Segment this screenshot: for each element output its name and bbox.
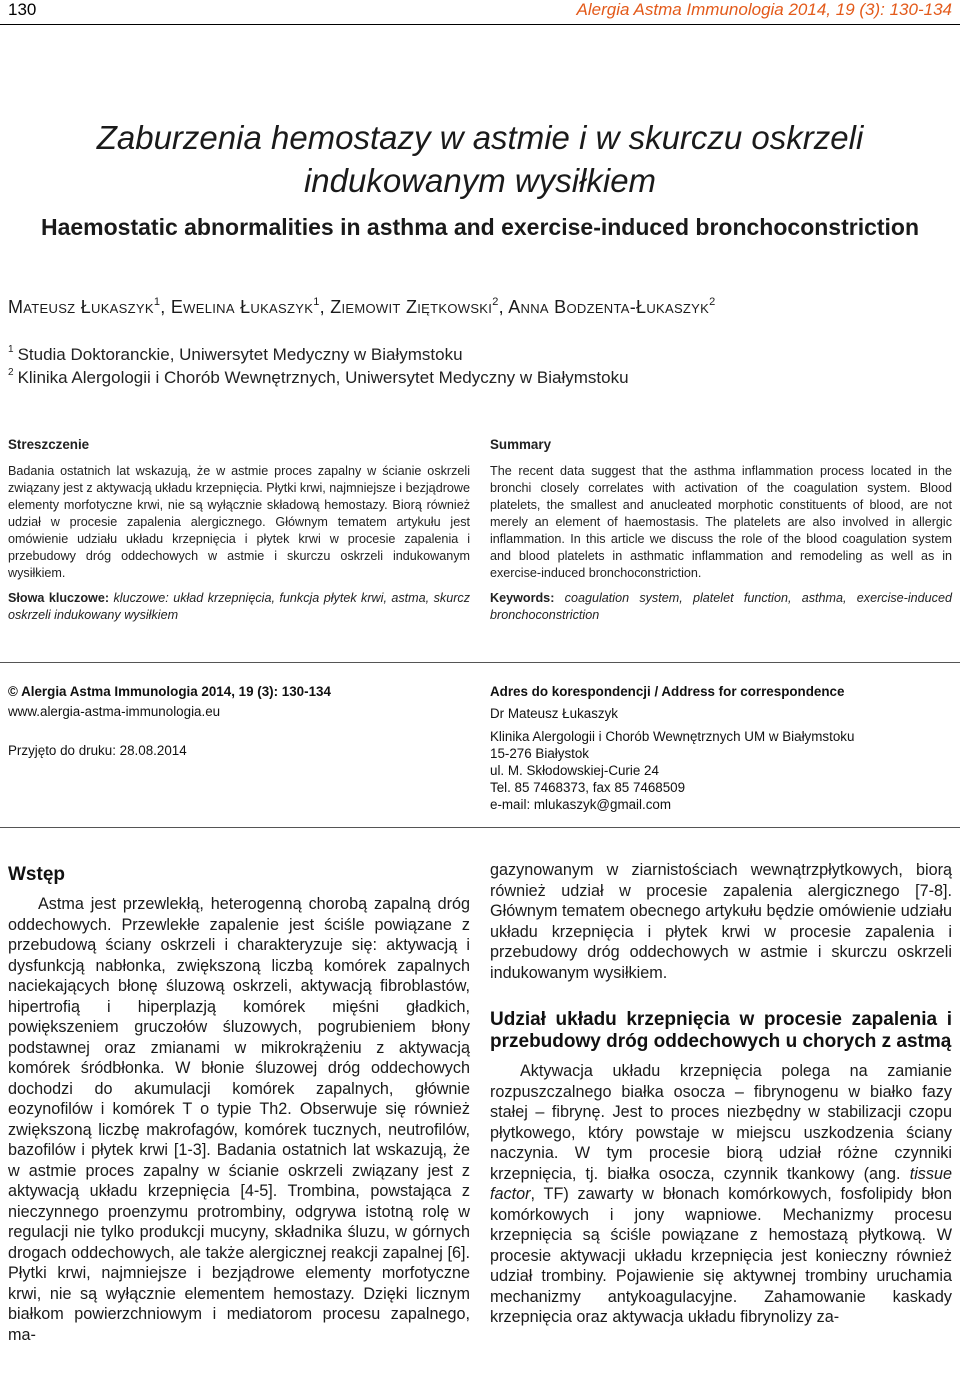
abstract-keywords <box>8 590 470 624</box>
meta-divider <box>0 827 960 828</box>
title-line-1: Zaburzenia hemostazy w astmie i w skurczu oskrzeli <box>96 119 864 156</box>
affiliation-2 <box>8 367 629 388</box>
paragraph-text: Aktywacja układu krzepnięcia polega na zamianie rozpuszczalnego białka osocza – fibrynogenu w białko fazy stałej – fibrynę. Jest to proces niezbędny w stabilizacji czopu płytkowego, który powstaje w miejscu uszkodzenia ściany naczynia. W tym procesie biorą udział różne czynniki krzepnięcia, tj. białka osocza, czynnik tkankowy (ang. <box>490 1062 952 1183</box>
journal-url[interactable]: www.alergia-astma-immunologia.eu <box>8 704 221 719</box>
abstract-heading: Summary <box>490 437 552 452</box>
paragraph-text: , TF) zawarty w błonach komórkowych, fosfolipidy błon komórkowych i jony wapniowe. Mechanizmy procesu krzepnięcia są ściśle powiązane z hemostazą płytkową. W procesie aktywacji układu krzepnięcia jest konieczny również udział trombiny. Pojawienie się aktywnej trombiny uruchamia mechanizmy antykoagulacyjne. Zahamowanie kaskady krzepnięcia oraz aktywacja układu fibrynolizy za- <box>490 1185 952 1326</box>
body-paragraph: Astma jest przewlekłą, heterogenną chorobą zapalną dróg oddechowych. Przewlekłe zapalenie jest ściśle powiązane z przebudową ściany oskrzeli i charakteryzuje się: aktywacją i dysfunkcją nabłonka, zwiększoną liczbą komórek zapalnych naciekających błonę śluzową oskrzeli, aktywacją fibroblastów, hipertrofią i hiperplazją komórek mięśni gładkich, powiększeniem gruczołów śluzowych, pogrubieniem błony podstawnej oraz zmianami w mikrokrążeniu z aktywacją komórek śródbłonka. W błonie śluzowej dróg oddechowych dochodzi do akumulacji komórek zapalnych, głównie eozynofilów i komórek T o typie Th2. Obserwuje się również zwiększoną liczbę makrofagów, komórek tucznych, neutrofilów, bazofilów i płytek krwi [1-3]. Badania ostatnich lat wskazują, że w astmie proces zapalny w ścianie oskrzeli związany jest z aktywacją układu krzepnięcia [4-5]. Trombina, powstająca z nieczynnego proenzymu protrombiny, odgrywa istotną rolę w regulacji nie tylko produkcji mucyny, składnika śluzu, w górnych drogach oddechowych, ale także alergicznej reakcji zapalnej [6]. Płytki krwi, najmniejsze i bezjądrowe elementy morfotyczne krwi, nie są wyłącznie elementem hemostazy. Dzięki licznym białkom powierzchniowym i mediatorom procesu zapalnego, ma- <box>8 895 470 1344</box>
body-paragraph: gazynowanym w ziarnistościach wewnątrzpłytkowych, biorą również udział w procesie zapalenia alergicznego [7-8]. Głównym tematem obecnego artykułu będzie omówienie udziału układu krzepnięcia i płytek krwi w procesie zapalenia i przebudowy dróg oddechowych w astmie i skurczu oskrzeli indukowanym wysiłkiem. <box>490 861 952 982</box>
correspondence-line: ul. M. Skłodowskiej-Curie 24 <box>490 763 659 778</box>
article-subtitle: Haemostatic abnormalities in asthma and exercise-induced bronchoconstriction <box>40 214 920 240</box>
header-rule <box>0 24 960 25</box>
affiliation-sup: 1 <box>8 344 14 355</box>
author-name: Ziemowit Ziętkowski <box>330 297 493 317</box>
author-sup: 1 <box>153 296 161 308</box>
abstract-divider <box>0 662 960 663</box>
affiliation-1 <box>8 344 463 365</box>
correspondence-email[interactable]: e-mail: mlukaszyk@gmail.com <box>490 797 672 812</box>
body-column-left <box>8 864 470 1345</box>
body-paragraph <box>490 1061 952 1328</box>
page-number: 130 <box>8 0 37 19</box>
author-name: Ewelina Łukaszyk <box>170 297 314 317</box>
abstract-english <box>490 436 952 624</box>
author-list: Mateusz Łukaszyk$^1$, Ewelina Łukaszyk$^1$, Ziemowit Ziętkowski$^2$, Anna Bodzenta-Łukaszyk$^2$ <box>8 296 716 317</box>
affiliation-text: Studia Doktoranckie, Uniwersytet Medyczny w Białymstoku <box>17 345 463 364</box>
correspondence-line: 15-276 Białystok <box>490 746 589 761</box>
correspondence-line: Dr Mateusz Łukaszyk <box>490 706 618 721</box>
publication-info <box>8 683 448 759</box>
abstract-polish <box>8 436 470 624</box>
affiliation-sup: 2 <box>8 367 14 378</box>
title-line-2: indukowanym wysiłkiem <box>303 162 657 199</box>
paragraph-italic: tissue factor <box>490 1164 952 1203</box>
author-sup: 2 <box>492 296 499 308</box>
author-sup: 1 <box>313 296 320 308</box>
keywords-value: kluczowe: układ krzepnięcia, funkcja płytek krwi, astma, skurcz oskrzeli indukowany wysiłkiem <box>8 591 470 622</box>
copyright-line: © Alergia Astma Immunologia 2014, 19 (3): 130-134 <box>8 684 331 699</box>
journal-citation: Alergia Astma Immunologia 2014, 19 (3): 130-134 <box>576 0 952 19</box>
abstract-text: Badania ostatnich lat wskazują, że w astmie proces zapalny w ścianie oskrzeli związany jest z aktywacją układu krzepnięcia. Płytki krwi, najmniejsze i bezjądrowe elementy morfotyczne krwi, nie są wyłącznie składową hemostazy. Biorą również udział w procesie zapalenia alergicznego. Głównym tematem artykułu jest omówienie udziału układu krzepnięcia i płytek krwi w procesie zapalenia i przebudowy dróg oddechowych w astmie i skurczu oskrzeli indukowanym wysiłkiem. <box>8 464 470 580</box>
author-name: Anna Bodzenta-Łukaszyk <box>508 297 710 317</box>
correspondence-line: Klinika Alergologii i Chorób Wewnętrznych UM w Białymstoku <box>490 729 855 744</box>
keywords-label: Słowa kluczowe: <box>8 591 110 605</box>
affiliation-text: Klinika Alergologii i Chorób Wewnętrznych, Uniwersytet Medyczny w Białymstoku <box>17 368 629 387</box>
abstract-keywords <box>490 590 952 624</box>
keywords-label: Keywords: <box>490 591 555 605</box>
section-heading-2: Udział układu krzepnięcia w procesie zapalenia i przebudowy dróg oddechowych u chorych z astmą <box>490 1009 952 1052</box>
abstract-heading: Streszczenie <box>8 437 90 452</box>
correspondence-line: Tel. 85 7468373, fax 85 7468509 <box>490 780 686 795</box>
author-name: Mateusz Łukaszyk <box>8 297 154 317</box>
accepted-date: Przyjęto do druku: 28.08.2014 <box>8 743 187 758</box>
body-column-right <box>490 860 952 1328</box>
correspondence-info <box>490 683 952 813</box>
correspondence-heading: Adres do korespondencji / Address for correspondence <box>490 684 845 699</box>
article-title <box>0 116 960 202</box>
section-heading-intro: Wstęp <box>8 864 65 885</box>
abstract-text: The recent data suggest that the asthma inflammation process located in the bronchi closely correlates with activation of the coagulation system. Blood platelets, the smallest and anucleated morphotic constituents of blood, are not merely an element of haemostasis. The platelets are also involved in allergic inflammation. In this article we discuss the role of the blood coagulation system and blood platelets in asthmatic inflammation and remodeling as well as in exercise-induced bronchoconstriction. <box>490 464 952 580</box>
author-sup: 2 <box>709 296 716 308</box>
keywords-value: coagulation system, platelet function, asthma, exercise-induced bronchoconstriction <box>490 591 952 622</box>
